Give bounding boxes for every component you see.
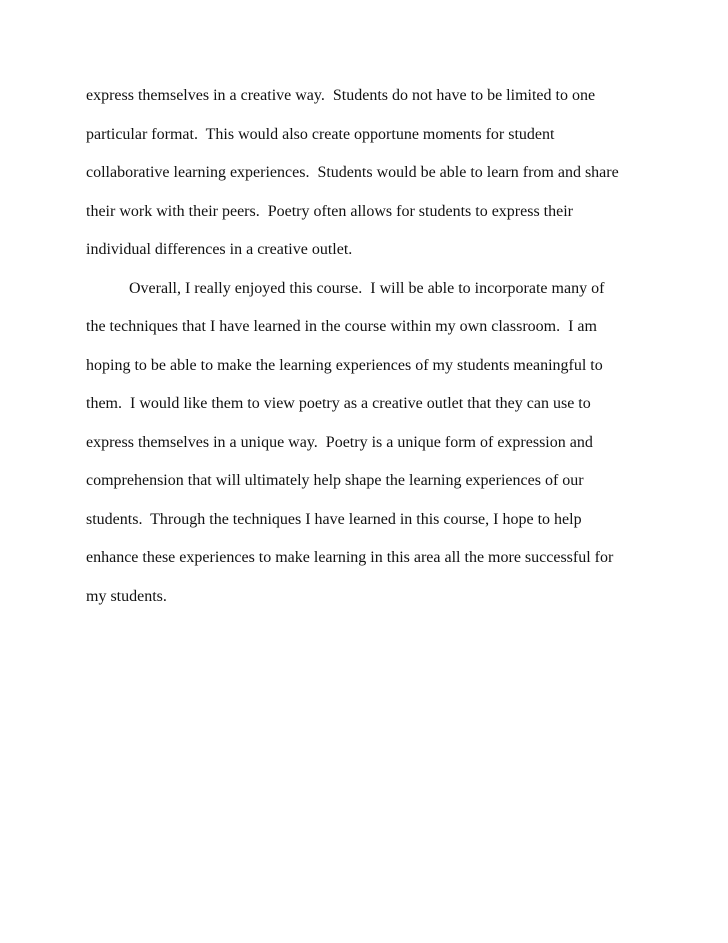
text-line: their work with their peers. Poetry often allows for students to express their bbox=[86, 202, 573, 220]
text-line: hoping to be able to make the learning experiences of my students meaningful to bbox=[86, 356, 603, 374]
text-line: express themselves in a creative way. Students do not have to be limited to one bbox=[86, 87, 596, 104]
text-line: students. Through the techniques I have learned in this course, I hope to help bbox=[86, 510, 582, 528]
document-body bbox=[86, 80, 656, 619]
text-line: Overall, I really enjoyed this course. I will be able to incorporate many of bbox=[129, 279, 605, 297]
text-line: enhance these experiences to make learning in this area all the more successful for bbox=[86, 549, 614, 566]
text-line: them. I would like them to view poetry as a creative outlet that they can use to bbox=[86, 395, 591, 412]
text-line: individual differences in a creative outlet. bbox=[86, 241, 353, 258]
paragraph-2 bbox=[86, 273, 656, 620]
text-line: comprehension that will ultimately help shape the learning experiences of our bbox=[86, 472, 584, 489]
paragraph-1 bbox=[86, 80, 656, 273]
text-line: the techniques that I have learned in the course within my own classroom. I am bbox=[86, 318, 597, 335]
text-line: particular format. This would also create opportune moments for student bbox=[86, 125, 555, 143]
text-line: my students. bbox=[86, 587, 167, 605]
text-line: express themselves in a unique way. Poetry is a unique form of expression and bbox=[86, 433, 593, 451]
text-line: collaborative learning experiences. Students would be able to learn from and share bbox=[86, 164, 619, 181]
